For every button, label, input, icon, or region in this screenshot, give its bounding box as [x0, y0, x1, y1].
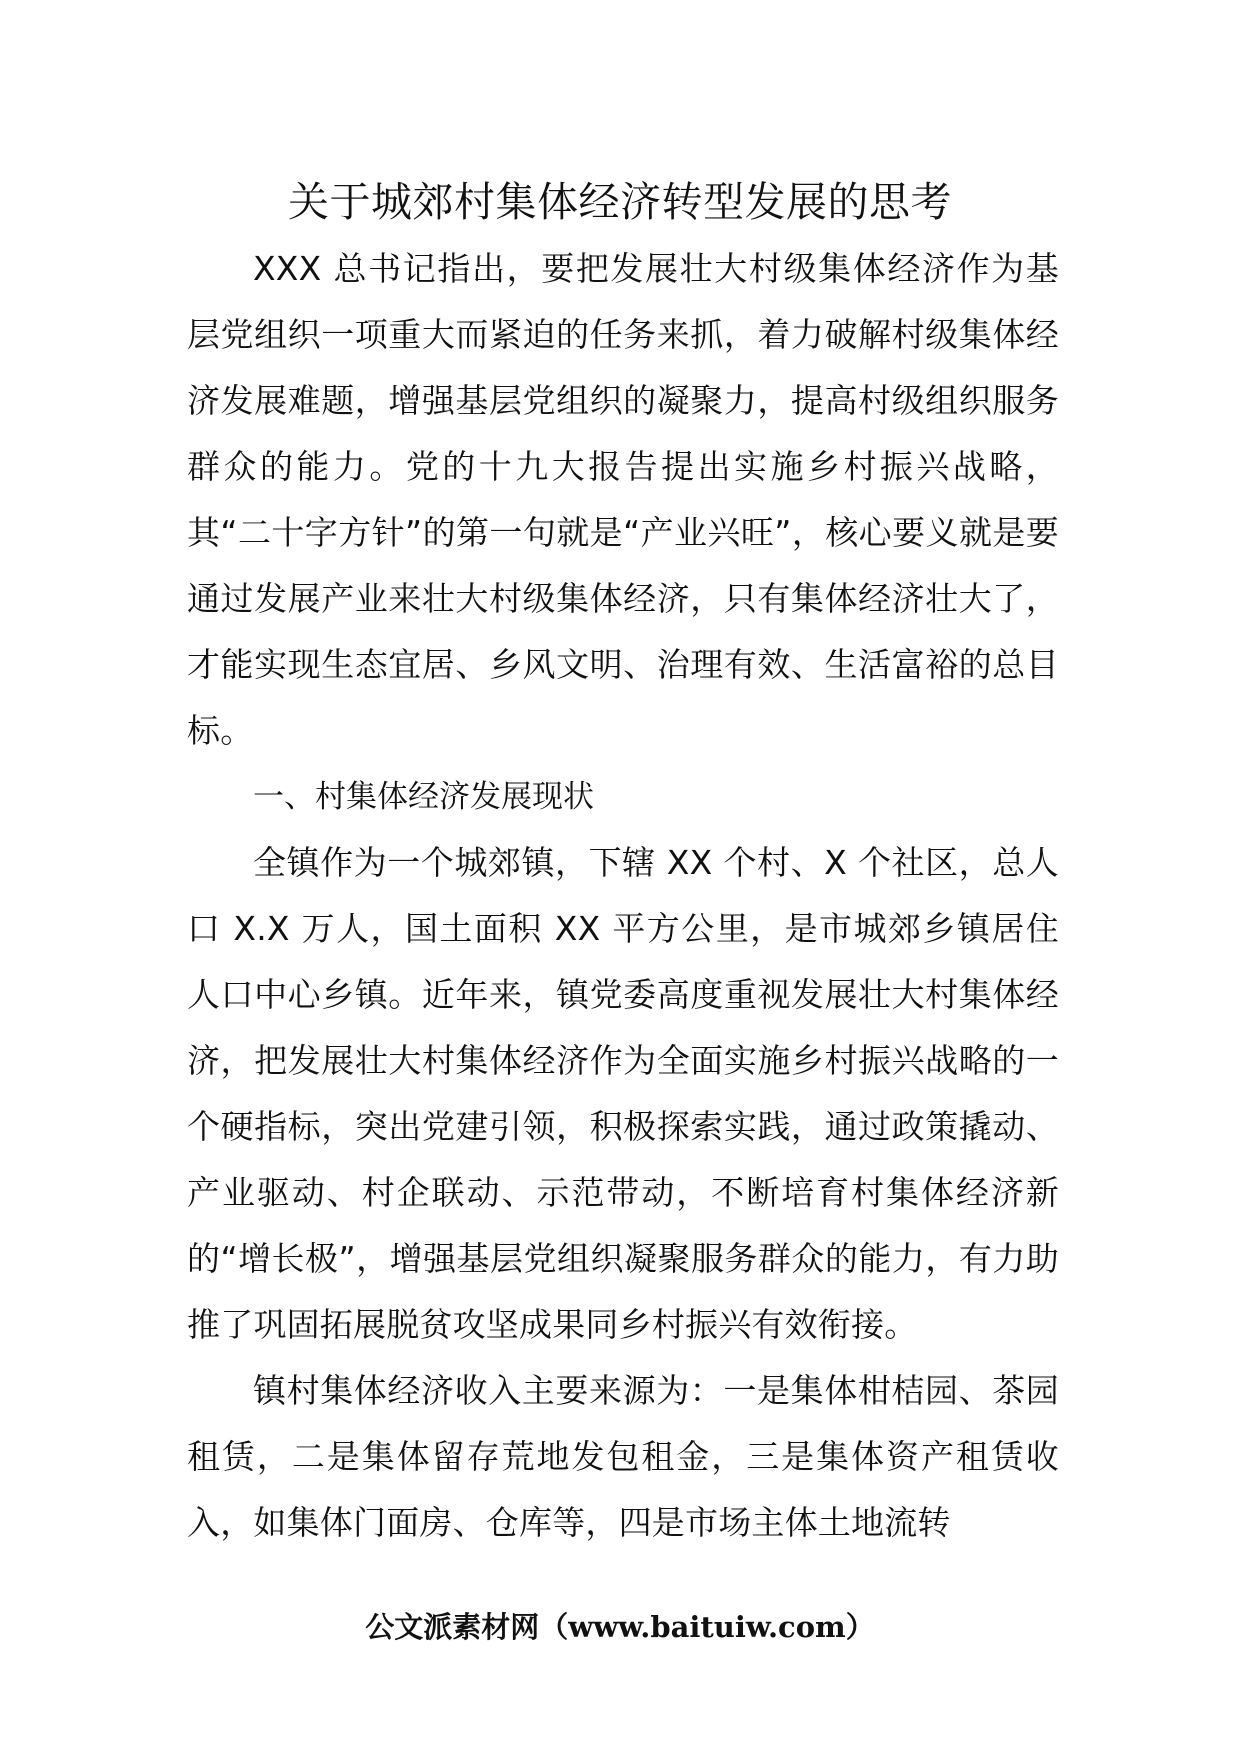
document-body	[187, 236, 1059, 1556]
section-heading: 一、村集体经济发展现状	[253, 779, 594, 815]
document-title: 关于城郊村集体经济转型发展的思考	[288, 178, 952, 226]
paragraph-income-sources: 镇村集体经济收入主要来源为：一是集体柑桔园、茶园租赁，二是集体留存荒地发包租金，三是集体资产租赁收入，如集体门面房、仓库等，四是市场主体土地流转	[187, 1371, 1059, 1542]
footer-watermark: 公文派素材网（www.baituiw.com）	[365, 1610, 875, 1644]
paragraph-intro: XXX 总书记指出，要把发展壮大村级集体经济作为基层党组织一项重大而紧迫的任务来抓，着力破解村级集体经济发展难题，增强基层党组织的凝聚力，提高村级组织服务群众的能力。党的十九大报告提出实施乡村振兴战略，其“二十字方针”的第一句就是“产业兴旺”，核心要义就是要通过发展产业来壮大村级集体经济，只有集体经济壮大了，才能实现生态宜居、乡风文明、治理有效、生活富裕的总目标。	[187, 249, 1059, 750]
paragraph-status: 全镇作为一个城郊镇，下辖 XX 个村、X 个社区，总人口 X.X 万人，国土面积 XX 平方公里，是市城郊乡镇居住人口中心乡镇。近年来，镇党委高度重视发展壮大村集体经济，把发展壮大村集体经济作为全面实施乡村振兴战略的一个硬指标，突出党建引领，积极探索实践，通过政策撬动、产业驱动、村企联动、示范带动，不断培育村集体经济新的“增长极”，增强基层党组织凝聚服务群众的能力，有力助推了巩固拓展脱贫攻坚成果同乡村振兴有效衔接。	[187, 843, 1059, 1344]
